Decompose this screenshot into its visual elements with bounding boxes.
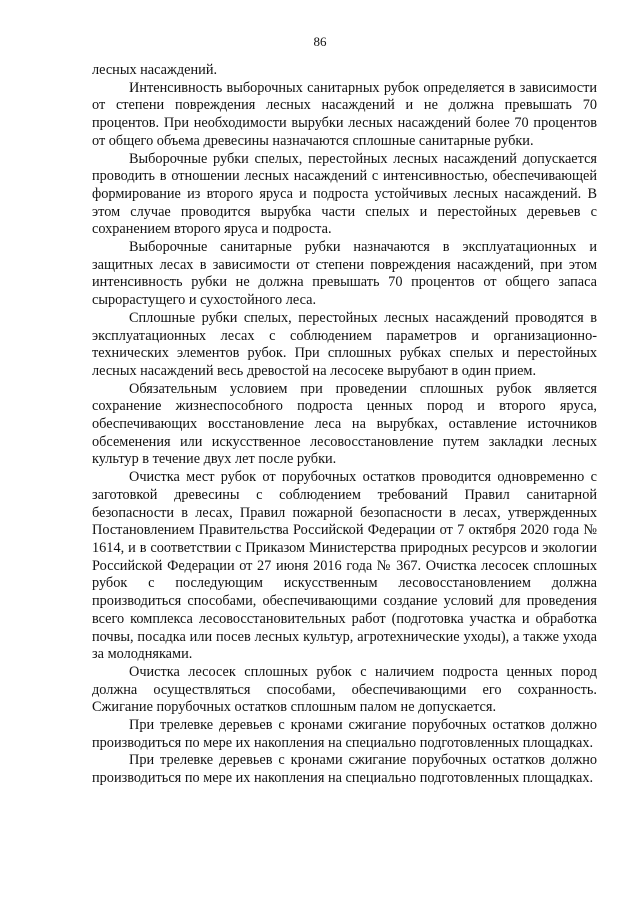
paragraph-clear-cuttings: Сплошные рубки спелых, перестойных лесных насаждений проводятся в эксплуатационных лесах с соблюдением параметров и организационно-технических элементов рубок. При сплошных рубках спелых и перестойных лесных насаждений весь древостой на лесосеке вырубают в один прием. [92,309,597,379]
paragraph-cleaning-logging-sites: Очистка мест рубок от порубочных остатков проводится одновременно с заготовкой древесины с соблюдением требований Правил санитарной безопасности в лесах, Правил пожарной безопасности в лесах, утвержденных Постановлением Правительства Российской Федерации от 7 октября 2020 года № 1614, и в соответствии с Приказом Министерства природных ресурсов и экологии Российской Федерации от 27 июня 2016 года № 367. Очистка лесосек сплошных рубок с последующим искусственным лесовосстановлением должна производиться способами, обеспечивающими создание условий для проведения всего комплекса лесовосстановительных работ (подготовка участка и обработка почвы, посадка или посев лесных культур, агротехнические уходы), а также ухода за молодняками. [92,469,597,663]
paragraph-continuation: лесных насаждений. [92,62,218,78]
paragraph-undergrowth-preservation: Очистка лесосек сплошных рубок с наличием подроста ценных пород должна осуществляться способами, обеспечивающими его сохранность. Сжигание порубочных остатков сплошным палом не допускается. [92,663,597,716]
body-text [92,62,597,788]
paragraph-mandatory-condition: Обязательным условием при проведении сплошных рубок является сохранение жизнеспособного подроста ценных пород и второго яруса, обеспечивающих восстановление леса на вырубках, оставление источников обсеменения или искусственное лесовосстановление путем закладки лесных культур в течение двух лет после рубки. [92,380,597,468]
paragraph-selective-cuttings: Выборочные рубки спелых, перестойных лесных насаждений допускается проводить в отношении лесных насаждений с интенсивностью, обеспечивающей формирование из второго яруса и подроста устойчивых лесных насаждений. В этом случае проводится вырубка части спелых и перестойных деревьев с сохранением второго яруса и подроста. [92,150,597,238]
paragraph-selective-sanitary-cuttings: Выборочные санитарные рубки назначаются в эксплуатационных и защитных лесах в зависимости от степени повреждения насаждений, при этом интенсивность рубки не должна превышать 70 процентов от общего запаса сырорастущего и сухостойного леса. [92,239,597,309]
page-number: 86 [313,34,327,49]
paragraph-intensity-sanitary-cuttings: Интенсивность выборочных санитарных рубок определяется в зависимости от степени повреждения лесных насаждений и не должна превышать 70 процентов. При необходимости вырубки лесных насаждений более 70 процентов от общего объема древесины назначаются сплошные санитарные рубки. [92,79,597,149]
paragraph-skidding-burning-1: При трелевке деревьев с кронами сжигание порубочных остатков должно производиться по мере их накопления на специально подготовленных площадках. [92,717,597,751]
paragraph-skidding-burning-2: При трелевке деревьев с кронами сжигание порубочных остатков должно производиться по мере их накопления на специально подготовленных площадках. [92,752,597,787]
